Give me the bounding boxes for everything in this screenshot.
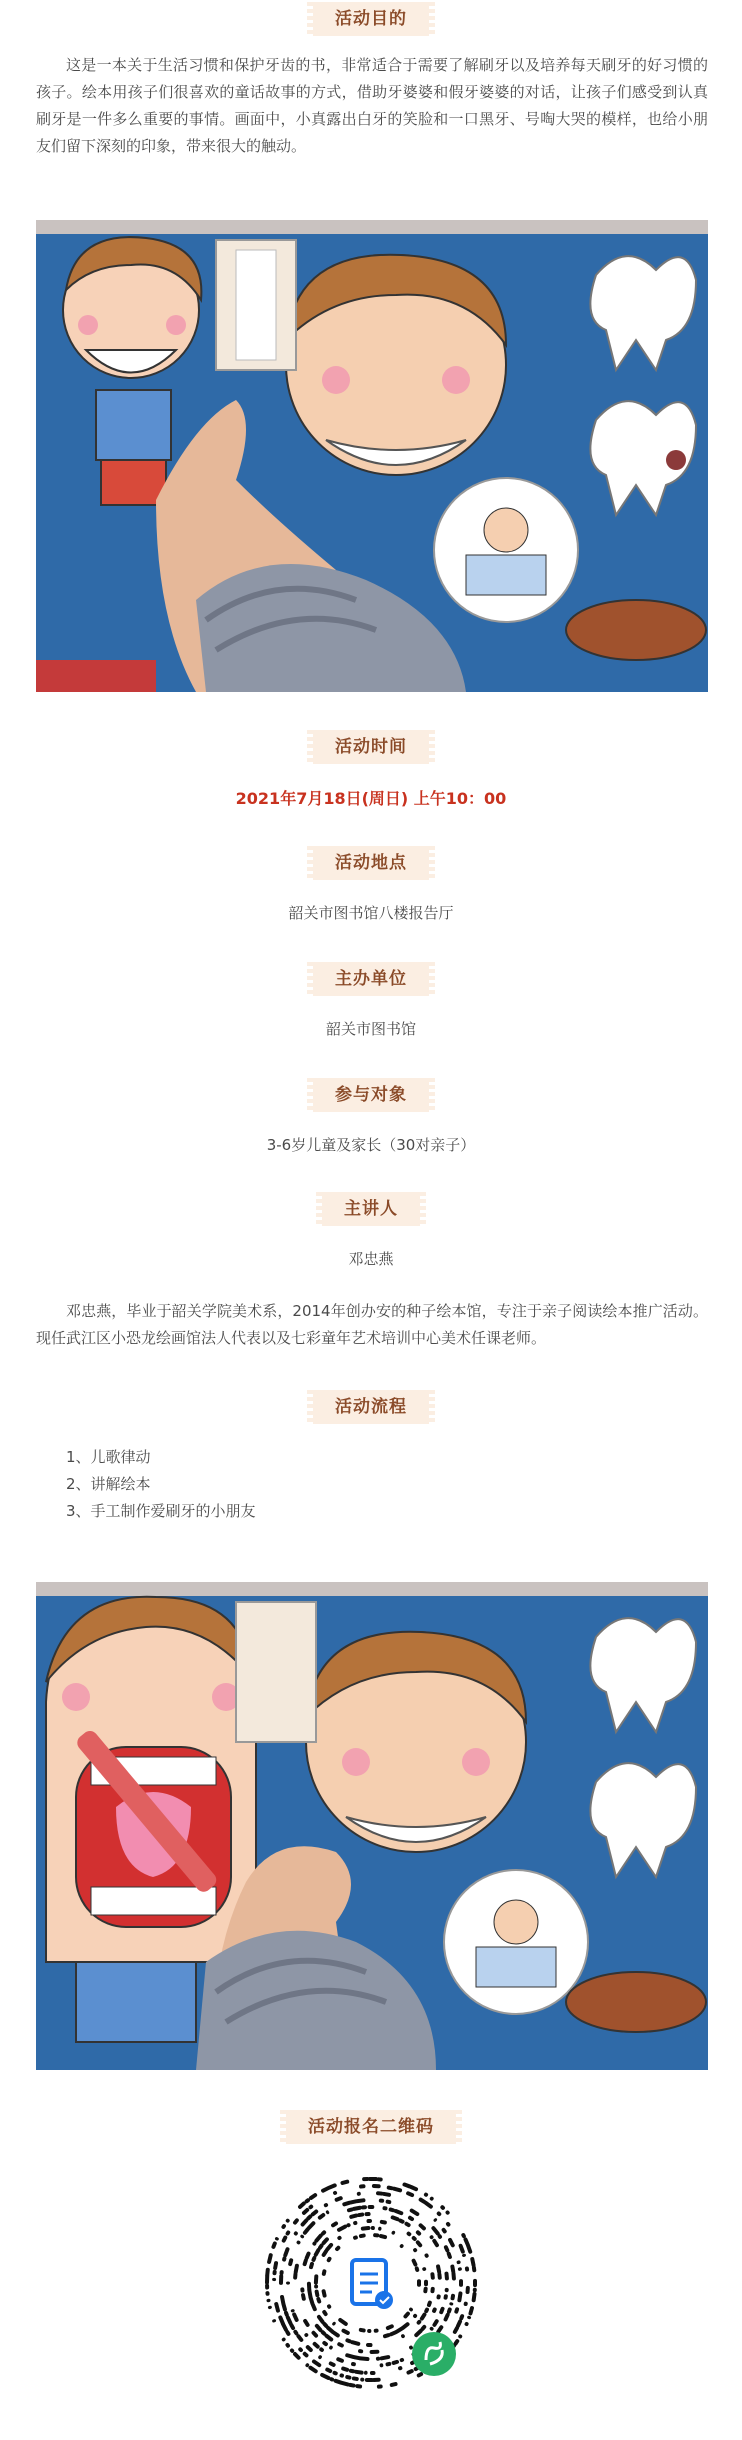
process-steps [66, 1444, 256, 1525]
event-audience: 3-6岁儿童及家长（30对亲子） [266, 1136, 476, 1154]
purpose-paragraph: 这是一本关于生活习惯和保护牙齿的书，非常适合于需要了解刷牙以及培养每天刷牙的好习惯的孩子。绘本用孩子们很喜欢的童话故事的方式，借助牙婆婆和假牙婆婆的对话，让孩子们感受到认真刷牙是一件多么重要的事情。画面中，小真露出白牙的笑脸和一口黑牙、号啕大哭的模样，也给小朋友们留下深刻的印象，带来很大的触动。 [36, 56, 708, 155]
registration-qr-code[interactable] [258, 2170, 484, 2396]
section-title-audience: 参与对象 [313, 1078, 429, 1112]
speaker-bio: 邓忠燕，毕业于韶关学院美术系，2014年创办安的种子绘本馆，专注于亲子阅读绘本推广活动。现任武江区小恐龙绘画馆法人代表以及七彩童年艺术培训中心美术任课老师。 [36, 1302, 708, 1347]
event-place: 韶关市图书馆八楼报告厅 [288, 904, 454, 922]
section-title-process: 活动流程 [313, 1390, 429, 1424]
process-step: 2、讲解绘本 [66, 1475, 151, 1493]
craft-photo-1 [36, 220, 708, 692]
speaker-name: 邓忠燕 [348, 1250, 394, 1268]
section-title-qrcode: 活动报名二维码 [286, 2110, 456, 2144]
section-title-speaker: 主讲人 [322, 1192, 420, 1226]
process-step: 3、手工制作爱刷牙的小朋友 [66, 1502, 256, 1520]
event-time: 2021年7月18日(周日) 上午10：00 [235, 789, 507, 808]
event-organizer: 韶关市图书馆 [325, 1020, 416, 1038]
section-title-purpose: 活动目的 [313, 2, 429, 36]
section-title-organizer: 主办单位 [313, 962, 429, 996]
section-title-time: 活动时间 [313, 730, 429, 764]
craft-photo-2 [36, 1582, 708, 2070]
section-title-place: 活动地点 [313, 846, 429, 880]
process-step: 1、儿歌律动 [66, 1448, 151, 1466]
